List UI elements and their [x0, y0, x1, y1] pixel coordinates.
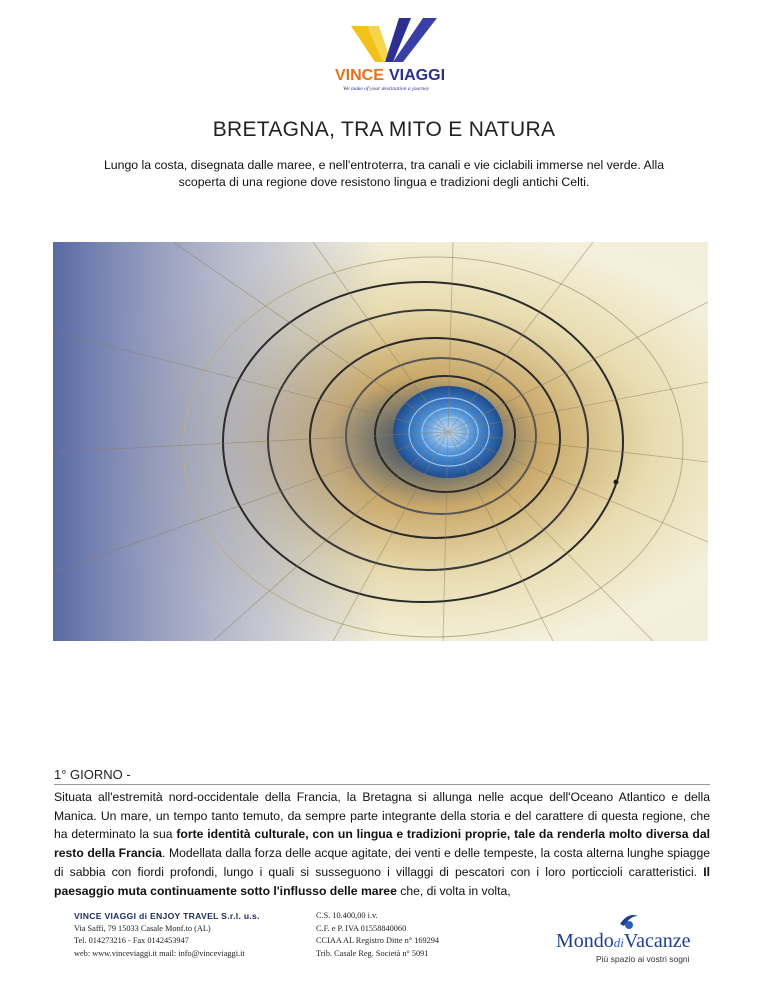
footer-capital: C.S. 10.400,00 i.v.: [316, 911, 378, 920]
svg-text:VIAGGI: VIAGGI: [389, 67, 446, 84]
page-title: BRETAGNA, TRA MITO E NATURA: [212, 118, 556, 141]
mondo-di-vacanze-logo: MondodiVacanze Più spazio ai vostri sogni: [556, 912, 736, 968]
partner-tagline: Più spazio ai vostri sogni: [596, 954, 690, 964]
footer-legal-info: [316, 910, 439, 960]
day-1-description: Situata all'estremità nord-occidentale della Francia, la Bretagna si allunga nelle acque dell'Oceano Atlantico e della Manica. Un mare, un tempo tanto temuto, da sempre parte integrante della storia e del carattere di questa regione, che ha determinato la sua forte identità culturale, con un lingua e tradizioni proprie, tale da renderla molto diversa dal resto della Francia. Modellata dalla forza delle acque agitate, dei venti e delle tempeste, la costa alterna lunghe spiagge di sabbia con fiordi profondi, lungo i quali si susseguono i villaggi di pescatori con i loro porticcioli caratteristici. Il paesaggio muta continuamente sotto l'influsso delle maree che, di volta in volta,: [54, 790, 710, 898]
day-1-heading: 1° GIORNO -: [54, 767, 710, 785]
globe-swoosh-icon: [616, 912, 640, 932]
footer-cciaa: CCIAA AL Registro Ditte n° 169294: [316, 936, 440, 946]
footer-address: Via Saffi, 79 15033 Casale Monf.to (AL): [74, 923, 211, 933]
vince-viaggi-logo: [327, 12, 477, 98]
page-subtitle: Lungo la costa, disegnata dalle maree, e nell'entroterra, tra canali e vie ciclabili immerse nel verde. Alla scoperta di una regione dove resistono lingua e tradizioni degli antichi Celti.: [103, 158, 665, 189]
footer-company-name: VINCE VIAGGI di ENJOY TRAVEL S.r.l. u.s.: [74, 911, 260, 921]
footer: [0, 910, 768, 970]
svg-text:VINCE: VINCE: [335, 67, 384, 84]
footer-vat: C.F. e P. IVA 01558840060: [316, 923, 407, 933]
footer-phone: Tel. 014273216 - Fax 0142453947: [74, 936, 189, 946]
footer-company-info: [74, 910, 260, 960]
spiral-staircase-photo: [53, 242, 708, 641]
svg-text:We make of your destination a: We make of your destination a journey: [343, 86, 430, 92]
footer-trib: Trib. Casale Reg. Società n° 5091: [316, 948, 429, 958]
footer-web: web: www.vinceviaggi.it mail: info@vinceviaggi.it: [74, 948, 245, 958]
